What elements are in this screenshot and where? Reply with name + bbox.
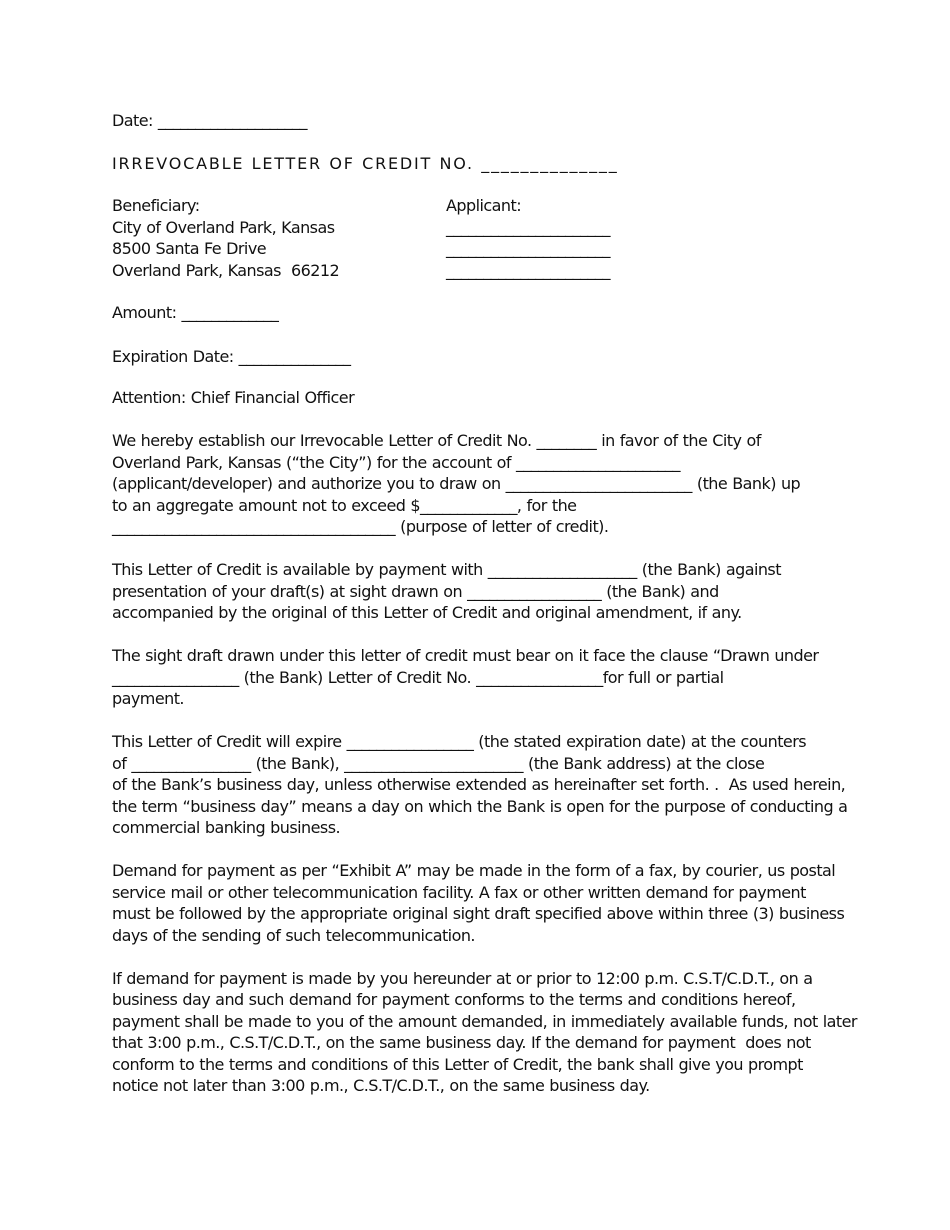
paragraph-line: days of the sending of such telecommunication. bbox=[112, 925, 475, 945]
parties-block bbox=[112, 195, 842, 281]
paragraph-line: This Letter of Credit is available by payment with ____________________ (the Bank) against bbox=[112, 560, 781, 579]
paragraph-demand-method bbox=[112, 860, 845, 946]
paragraph-line: must be followed by the appropriate original sight draft specified above within three (3) business bbox=[112, 904, 845, 923]
paragraph-line: the term “business day” means a day on which the Bank is open for the purpose of conducting a bbox=[112, 796, 848, 816]
applicant-block bbox=[446, 195, 842, 281]
paragraph-payment-timing bbox=[112, 968, 857, 1097]
paragraph-line: commercial banking business. bbox=[112, 818, 341, 837]
paragraph-line: service mail or other telecommunication facility. A fax or other written demand for payment bbox=[112, 882, 806, 902]
paragraph-line: Overland Park, Kansas (“the City”) for the account of ______________________ bbox=[112, 452, 680, 472]
paragraph-sight-draft bbox=[112, 645, 842, 710]
paragraph-line: (applicant/developer) and authorize you to draw on _________________________ (the Bank) up bbox=[112, 474, 801, 493]
paragraph-line: If demand for payment is made by you hereunder at or prior to 12:00 p.m. C.S.T/C.D.T., on a bbox=[112, 968, 813, 988]
applicant-blank-line: ______________________ bbox=[446, 217, 610, 237]
paragraph-line: This Letter of Credit will expire _________________ (the stated expiration date) at the counters bbox=[112, 732, 807, 751]
document-title: IRREVOCABLE LETTER OF CREDIT NO. ______________ bbox=[112, 153, 619, 173]
beneficiary-block bbox=[112, 195, 446, 281]
paragraph-line: conform to the terms and conditions of this Letter of Credit, the bank shall give you prompt bbox=[112, 1054, 803, 1074]
paragraph-line: notice not later than 3:00 p.m., C.S.T/C.D.T., on the same business day. bbox=[112, 1076, 650, 1095]
paragraph-line: payment shall be made to you of the amount demanded, in immediately available funds, not later bbox=[112, 1011, 857, 1031]
paragraph-line: accompanied by the original of this Letter of Credit and original amendment, if any. bbox=[112, 603, 742, 622]
paragraph-line: of the Bank’s business day, unless otherwise extended as hereinafter set forth. . As used herein, bbox=[112, 775, 846, 794]
attention-line: Attention: Chief Financial Officer bbox=[112, 388, 355, 407]
beneficiary-line: 8500 Santa Fe Drive bbox=[112, 239, 267, 258]
date-line: Date: ____________________ bbox=[112, 111, 307, 130]
paragraph-establishment bbox=[112, 430, 842, 538]
paragraph-line: The sight draft drawn under this letter of credit must bear on it face the clause “Drawn under bbox=[112, 646, 819, 665]
beneficiary-label: Beneficiary: bbox=[112, 196, 200, 215]
paragraph-line: ______________________________________ (purpose of letter of credit). bbox=[112, 517, 609, 536]
applicant-blank-line: ______________________ bbox=[446, 239, 610, 258]
paragraph-line: to an aggregate amount not to exceed $_____________, for the bbox=[112, 495, 577, 515]
applicant-blank-line: ______________________ bbox=[446, 260, 610, 280]
paragraph-line: presentation of your draft(s) at sight drawn on __________________ (the Bank) and bbox=[112, 581, 719, 601]
paragraph-line: that 3:00 p.m., C.S.T/C.D.T., on the same business day. If the demand for payment does not bbox=[112, 1033, 811, 1052]
beneficiary-line: Overland Park, Kansas 66212 bbox=[112, 260, 340, 280]
paragraph-availability bbox=[112, 559, 842, 624]
applicant-label: Applicant: bbox=[446, 196, 522, 215]
beneficiary-line: City of Overland Park, Kansas bbox=[112, 217, 335, 237]
paragraph-line: We hereby establish our Irrevocable Letter of Credit No. ________ in favor of the City of bbox=[112, 431, 761, 450]
paragraph-line: of ________________ (the Bank), ________________________ (the Bank address) at the close bbox=[112, 753, 765, 773]
expiration-date-line: Expiration Date: _______________ bbox=[112, 346, 351, 366]
paragraph-line: _________________ (the Bank) Letter of Credit No. _________________for full or partial bbox=[112, 667, 724, 687]
paragraph-line: business day and such demand for payment conforms to the terms and conditions hereof, bbox=[112, 990, 796, 1009]
amount-line: Amount: _____________ bbox=[112, 303, 279, 322]
letter-of-credit-document bbox=[112, 110, 857, 1097]
paragraph-expiry bbox=[112, 731, 848, 839]
paragraph-line: payment. bbox=[112, 689, 184, 708]
paragraph-line: Demand for payment as per “Exhibit A” may be made in the form of a fax, by courier, us postal bbox=[112, 861, 836, 880]
